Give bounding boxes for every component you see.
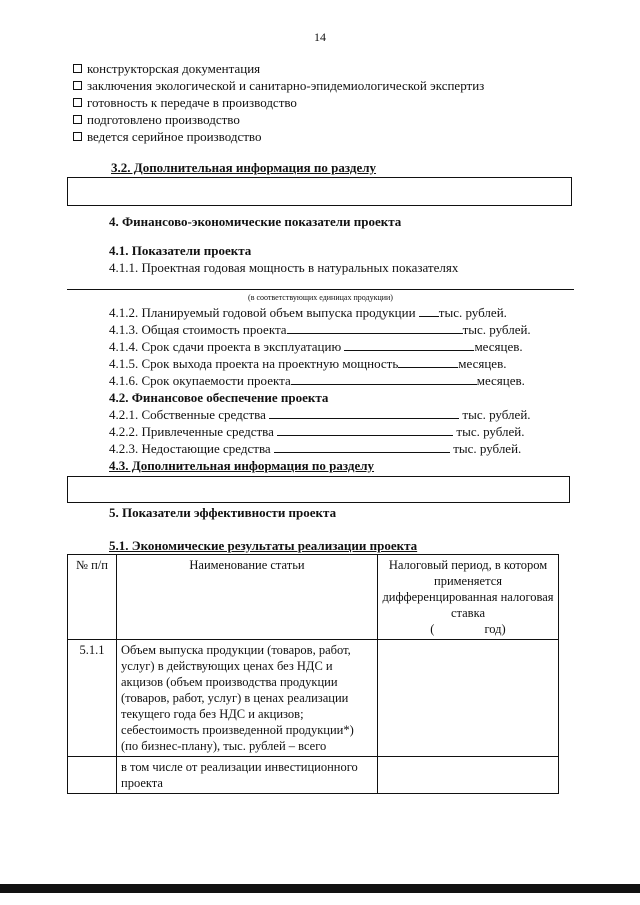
unit-label: месяцев.	[474, 339, 523, 354]
section-4-1-heading: 4.1. Показатели проекта	[109, 243, 252, 258]
economic-results-table	[67, 554, 559, 794]
checklist-item[interactable]	[73, 60, 484, 77]
scan-bottom-edge	[0, 884, 640, 893]
line-4-1-4-label: 4.1.4. Срок сдачи проекта в эксплуатацию	[109, 339, 342, 354]
checkbox-icon[interactable]	[73, 64, 82, 73]
table-row	[68, 640, 559, 757]
line-4-2-3	[109, 441, 521, 457]
row-value-cell[interactable]	[378, 640, 559, 757]
row-value-cell[interactable]	[378, 757, 559, 794]
row-number: 5.1.1	[68, 640, 117, 757]
checklist-item-label: конструкторская документация	[87, 61, 261, 76]
row-number	[68, 757, 117, 794]
design-capacity-term-input[interactable]	[398, 356, 458, 368]
own-funds-input[interactable]	[269, 407, 459, 419]
checklist-item[interactable]	[73, 111, 484, 128]
commissioning-term-input[interactable]	[344, 339, 474, 351]
section-5-1-heading: 5.1. Экономические результаты реализации проекта	[109, 538, 418, 553]
line-4-2-2-label: 4.2.2. Привлеченные средства	[109, 424, 274, 439]
section-4-heading: 4. Финансово-экономические показатели проекта	[109, 214, 402, 229]
attracted-funds-input[interactable]	[277, 424, 453, 436]
line-4-1-6-label: 4.1.6. Срок окупаемости проекта	[109, 373, 291, 388]
line-4-1-2	[109, 305, 507, 321]
line-4-2-3-label: 4.2.3. Недостающие средства	[109, 441, 271, 456]
checkbox-icon[interactable]	[73, 132, 82, 141]
unit-label: тыс. рублей.	[456, 424, 525, 439]
checklist-item[interactable]	[73, 94, 484, 111]
payback-term-input[interactable]	[291, 373, 477, 385]
line-4-1-3	[109, 322, 531, 338]
units-note: (в соответствующих единицах продукции)	[248, 293, 393, 302]
checklist-item-label: подготовлено производство	[87, 112, 240, 127]
section-3-2-heading: 3.2. Дополнительная информация по разделу	[111, 160, 377, 175]
line-4-1-6	[109, 373, 525, 389]
checklist-item-label: ведется серийное производство	[87, 129, 262, 144]
status-checklist	[73, 60, 484, 145]
line-4-2-1	[109, 407, 531, 423]
line-4-1-2-label: 4.1.2. Планируемый годовой объем выпуска продукции	[109, 305, 416, 320]
project-cost-input[interactable]	[287, 322, 463, 334]
page-number: 14	[314, 30, 326, 44]
header-tax-period	[378, 555, 559, 640]
table-header-row	[68, 555, 559, 640]
capacity-input-line[interactable]	[67, 289, 574, 290]
section-5-heading: 5. Показатели эффективности проекта	[109, 505, 337, 520]
line-4-1-5-label: 4.1.5. Срок выхода проекта на проектную мощность	[109, 356, 399, 371]
additional-info-field-3-2[interactable]	[67, 177, 572, 206]
line-4-1-3-label: 4.1.3. Общая стоимость проекта	[109, 322, 287, 337]
line-4-2-2	[109, 424, 525, 440]
unit-label: месяцев.	[476, 373, 525, 388]
header-number: № п/п	[68, 555, 117, 640]
line-4-1-5	[109, 356, 506, 372]
checklist-item-label: заключения экологической и санитарно-эпидемиологической экспертиз	[87, 78, 485, 93]
checklist-item[interactable]	[73, 77, 484, 94]
checklist-item-label: готовность к передаче в производство	[87, 95, 297, 110]
header-item-name: Наименование статьи	[117, 555, 378, 640]
header-tax-period-label: Налоговый период, в котором применяется дифференцированная налоговая ставка	[382, 558, 554, 620]
row-item-name: Объем выпуска продукции (товаров, работ, услуг) в действующих ценах без НДС и акцизов (объем производства продукции (товаров, работ, услуг) в ценах реализации текущего года без НДС и акцизов; себестоимость произведенной продукции*) (по бизнес-плану), тыс. рублей – всего	[117, 640, 378, 757]
checkbox-icon[interactable]	[73, 98, 82, 107]
unit-label: тыс. рублей.	[462, 322, 531, 337]
checkbox-icon[interactable]	[73, 81, 82, 90]
checklist-item[interactable]	[73, 128, 484, 145]
table-row	[68, 757, 559, 794]
line-4-1-4	[109, 339, 523, 355]
unit-label: месяцев.	[458, 356, 507, 371]
volume-input[interactable]	[419, 305, 439, 317]
unit-label: тыс. рублей.	[453, 441, 522, 456]
header-year-placeholder: ( год)	[430, 622, 506, 636]
missing-funds-input[interactable]	[274, 441, 450, 453]
line-4-1-1: 4.1.1. Проектная годовая мощность в натуральных показателях	[109, 260, 459, 275]
section-4-3-heading: 4.3. Дополнительная информация по разделу	[109, 458, 375, 473]
section-4-2-heading: 4.2. Финансовое обеспечение проекта	[109, 390, 329, 405]
unit-label: тыс. рублей.	[462, 407, 531, 422]
checkbox-icon[interactable]	[73, 115, 82, 124]
unit-label: тыс. рублей.	[438, 305, 507, 320]
row-item-name: в том числе от реализации инвестиционного проекта	[117, 757, 378, 794]
line-4-2-1-label: 4.2.1. Собственные средства	[109, 407, 266, 422]
additional-info-field-4-3[interactable]	[67, 476, 570, 503]
